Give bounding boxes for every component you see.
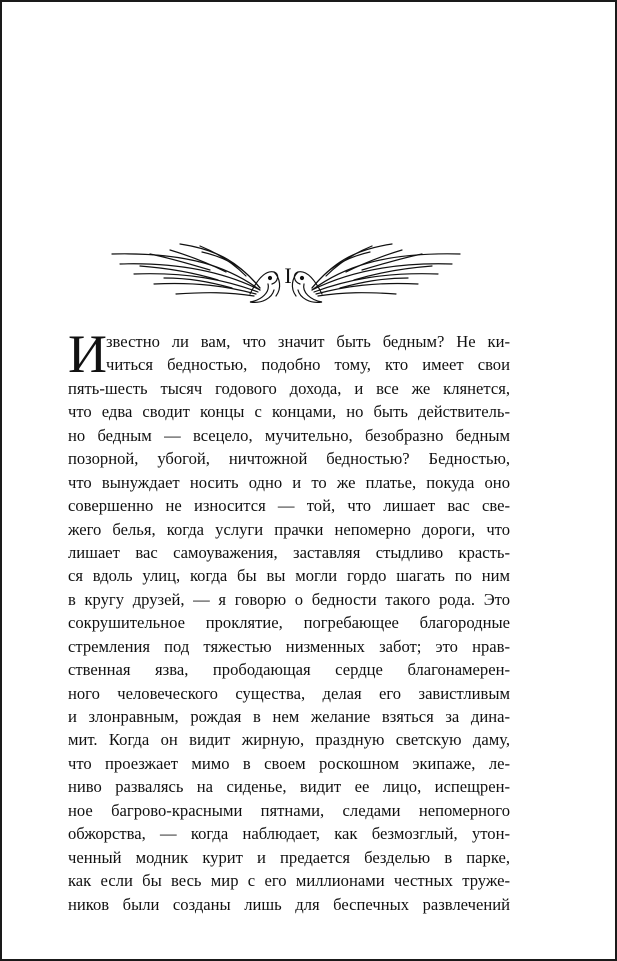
text-line: лишает вас самоуважения, заставляя стыдливо красть- <box>68 542 510 562</box>
text-line: мит. Когда он видит жирную, праздную светскую даму, <box>68 730 510 750</box>
text-line: пять-шесть тысяч годового дохода, и все же клянется, <box>68 378 510 398</box>
text-line: ного человеческого существа, делая его завистливым <box>68 683 510 703</box>
text-line: но бедным — всецело, мучительно, безобразно бедным <box>68 425 510 445</box>
paragraph <box>68 324 510 916</box>
text-line: как если бы весь мир с его миллионами честных труже- <box>68 871 510 891</box>
text-line: и злонравным, рождая в нем желание взяться за дина- <box>68 707 510 726</box>
text-line: обжорства, — когда наблюдает, как безмозглый, утон- <box>68 824 510 844</box>
text-line: совершенно не износится — той, что лишает вас све- <box>68 496 510 516</box>
text-line: ся вдоль улиц, когда бы вы могли гордо шагать по ним <box>68 566 510 586</box>
text-line: читься бедностью, подобно тому, кто имеет свои <box>106 355 510 375</box>
text-line: ченный модник курит и предается безделью в парке, <box>68 847 510 867</box>
text-line: сокрушительное проклятие, погребающее благородные <box>68 613 510 633</box>
text-line: стремления под тяжестью низменных забот; это нрав- <box>68 636 510 656</box>
text-line: что проезжает мимо в своем роскошном экипаже, ле- <box>68 753 510 773</box>
text-line: ников были созданы лишь для беспечных развлечений <box>68 894 510 914</box>
text-line: ственная язва, прободающая сердце благонамерен- <box>68 660 510 680</box>
text-line: ное багрово-красными пятнами, следами непомерного <box>68 800 510 820</box>
text-line: позорной, убогой, ничтожной бедностью? Бедностью, <box>68 449 510 469</box>
text-line: звестно ли вам, что значит быть бедным? Не ки- <box>106 332 510 351</box>
text-line: в кругу друзей, — я говорю о бедности такого рода. Это <box>68 589 510 609</box>
text-line: жего белья, когда услуги прачки непомерно дороги, что <box>68 519 510 539</box>
text-line: ниво развалясь на сиденье, видит ее лицо, испещрен- <box>68 777 510 797</box>
chapter-number: I <box>284 263 292 288</box>
text-line: что едва сводит концы с концами, но быть действитель- <box>68 402 510 422</box>
drop-cap: И <box>68 324 107 384</box>
text-line: что вынуждает носить одно и то же платье, покуда оно <box>68 472 510 492</box>
